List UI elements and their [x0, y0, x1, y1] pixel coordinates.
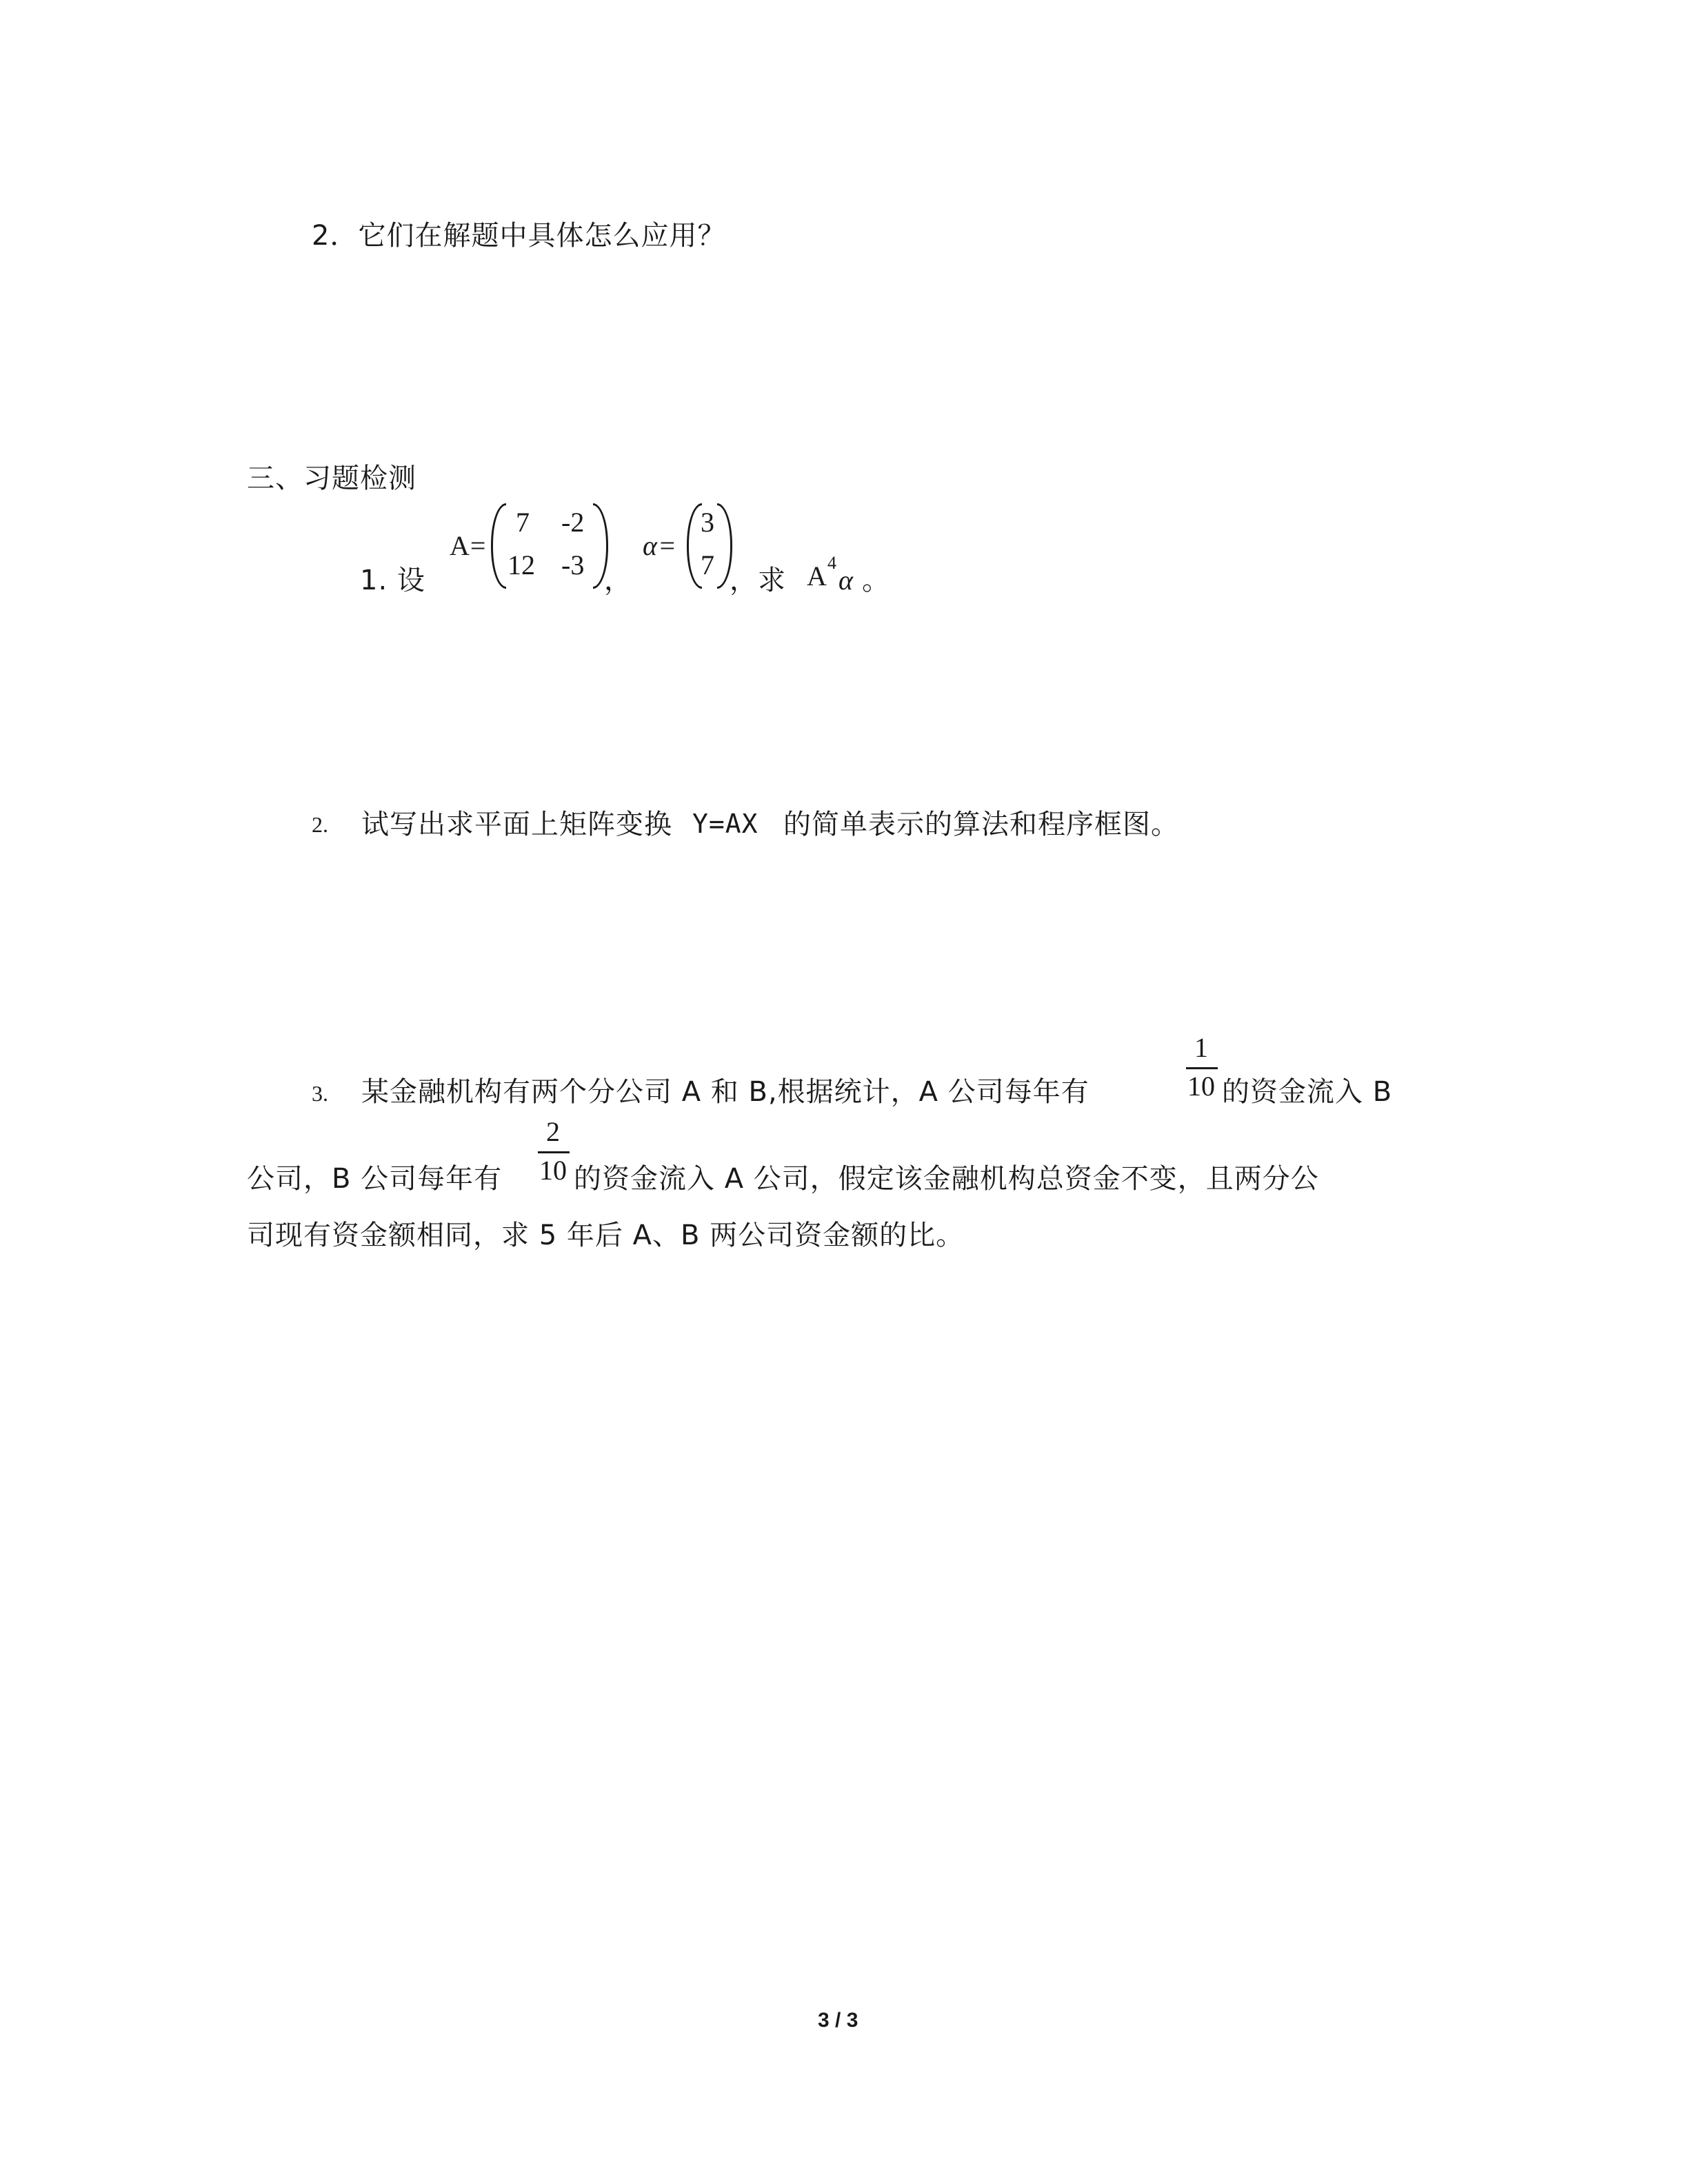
problem-2-text-before: 试写出求平面上矩阵变换 [361, 809, 672, 840]
vector-left-paren [687, 503, 702, 589]
problem-3-number: 3. [312, 1081, 328, 1106]
ask-text: ，求 [730, 565, 786, 596]
problem-2-number: 2. [312, 812, 328, 837]
problem-3-line1-part1: 某金融机构有两个分公司 A 和 B,根据统计，A 公司每年有 [361, 1076, 1089, 1108]
fraction-2-denominator: 10 [539, 1155, 567, 1186]
vector-r2: 7 [701, 549, 714, 580]
problem-2-formula: Y=AX [692, 809, 758, 839]
fraction-1-denominator: 10 [1187, 1071, 1215, 1102]
fraction-2-bar [538, 1151, 570, 1153]
matrix-a-name: A= [450, 530, 487, 561]
power-base: A [807, 560, 827, 592]
fraction-1-numerator: 1 [1194, 1032, 1208, 1063]
fraction-2-numerator: 2 [546, 1116, 560, 1147]
matrix-a-r2c1: 12 [508, 549, 535, 580]
problem-1-label: 1. 设 [360, 565, 425, 596]
question-2-text: 2．它们在解题中具体怎么应用？ [312, 220, 726, 252]
vector-r1: 3 [701, 507, 714, 538]
period: 。 [862, 565, 890, 596]
problem-3-line3: 司现有资金额相同，求 5 年后 A、B 两公司资金额的比。 [247, 1220, 965, 1251]
power-exponent: 4 [827, 553, 836, 573]
problem-3-line1-part2: 的资金流入 B [1222, 1076, 1393, 1108]
matrix-a-r2c2: -3 [561, 549, 585, 580]
vector-alpha-name: α= [643, 530, 677, 561]
problem-3-line2-part1: 公司，B 公司每年有 [247, 1163, 503, 1195]
comma-1: ， [604, 565, 632, 596]
problem-3-line2-part2: 的资金流入 A 公司，假定该金融机构总资金不变，且两分公 [574, 1163, 1319, 1195]
matrix-a-r1c2: -2 [561, 507, 585, 538]
page-number: 3 / 3 [818, 2009, 858, 2032]
matrix-a-r1c1: 7 [516, 507, 530, 538]
fraction-1-bar [1186, 1067, 1218, 1069]
problem-2-text-after: 的简单表示的算法和程序框图。 [783, 809, 1179, 840]
alpha-symbol: α [838, 565, 854, 596]
section-heading: 三、习题检测 [247, 463, 416, 494]
matrix-a-left-paren [491, 503, 506, 589]
